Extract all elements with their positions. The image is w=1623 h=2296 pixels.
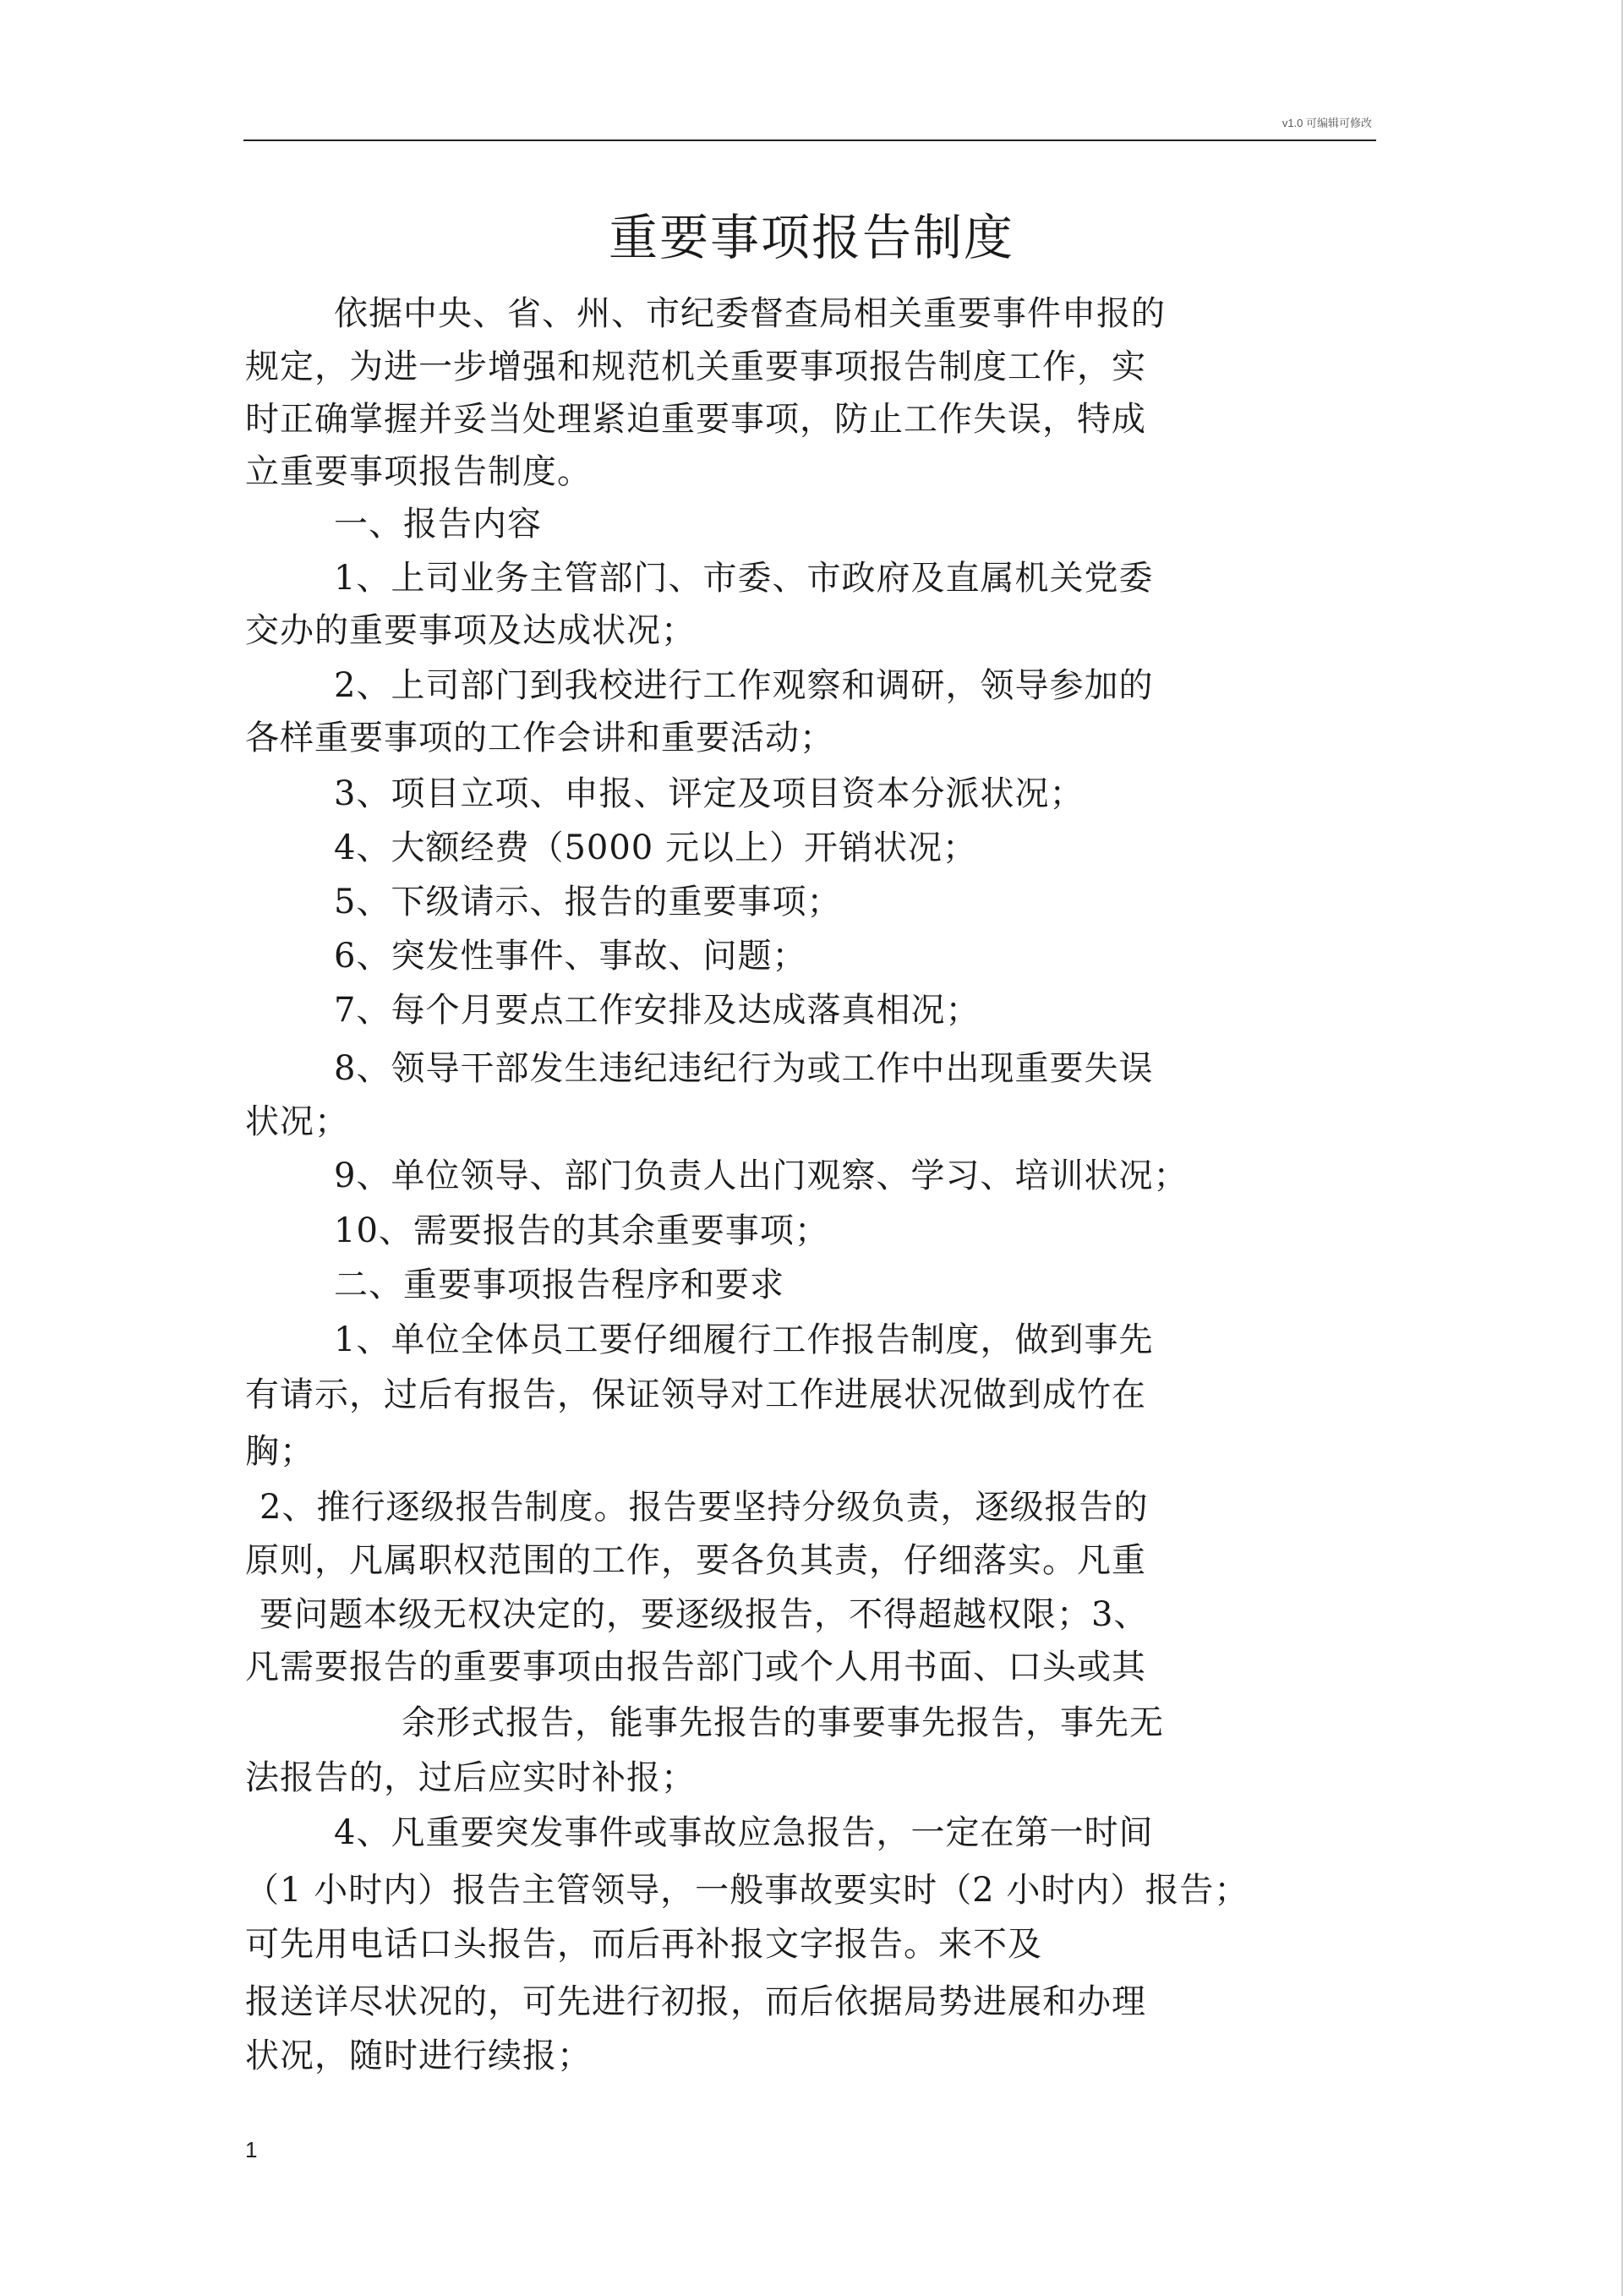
list-item: 4、大额经费（5000 元以上）开销状况； bbox=[334, 828, 977, 867]
list-item-continuation: 报送详尽状况的，可先进行初报，而后依据局势进展和办理 bbox=[245, 1982, 1146, 2021]
list-item: 10、需要报告的其余重要事项； bbox=[334, 1211, 829, 1250]
list-item-continuation: 法报告的，过后应实时补报； bbox=[245, 1758, 696, 1797]
list-item-continuation: 各样重要事项的工作会讲和重要活动； bbox=[245, 719, 834, 757]
list-item: 4、凡重要突发事件或事故应急报告，一定在第一时间 bbox=[334, 1813, 1154, 1852]
list-item: 1、上司业务主管部门、市委、市政府及直属机关党委 bbox=[334, 559, 1154, 598]
list-item-continuation: 余形式报告，能事先报告的事要事先报告，事先无 bbox=[402, 1703, 1164, 1742]
list-item-continuation: （1 小时内）报告主管领导，一般事故要实时（2 小时内）报告； bbox=[245, 1871, 1249, 1910]
section-heading: 一、报告内容 bbox=[334, 505, 542, 544]
list-item-continuation: 状况； bbox=[245, 1102, 349, 1141]
list-item: 2、推行逐级报告制度。报告要坚持分级负责，逐级报告的 bbox=[260, 1488, 1149, 1527]
list-item: 6、突发性事件、事故、问题； bbox=[334, 937, 807, 976]
list-item: 7、每个月要点工作安排及达成落真相况； bbox=[334, 991, 981, 1030]
paragraph-line: 规定，为进一步增强和规范机关重要事项报告制度工作，实 bbox=[245, 347, 1146, 386]
paragraph-line: 时正确掌握并妥当处理紧迫重要事项，防止工作失误，特成 bbox=[245, 400, 1146, 439]
paragraph-line: 依据中央、省、州、市纪委督查局相关重要事件申报的 bbox=[334, 294, 1166, 333]
list-item: 3、项目立项、申报、评定及项目资本分派状况； bbox=[334, 774, 1085, 813]
document-title: 重要事项报告制度 bbox=[608, 209, 1014, 266]
list-item: 2、上司部门到我校进行工作观察和调研，领导参加的 bbox=[334, 666, 1154, 705]
list-item: 5、下级请示、报告的重要事项； bbox=[334, 883, 842, 921]
header-rule bbox=[243, 139, 1376, 141]
page-number: 1 bbox=[245, 2137, 258, 2162]
list-item-continuation: 有请示，过后有报告，保证领导对工作进展状况做到成竹在 bbox=[245, 1375, 1146, 1414]
list-item-continuation: 原则，凡属职权范围的工作，要各负其责，仔细落实。凡重 bbox=[245, 1541, 1146, 1580]
list-item: 1、单位全体员工要仔细履行工作报告制度，做到事先 bbox=[334, 1320, 1154, 1359]
section-heading: 二、重要事项报告程序和要求 bbox=[334, 1266, 784, 1304]
list-item-continuation: 状况，随时进行续报； bbox=[245, 2036, 592, 2075]
version-label: v1.0 可编辑可修改 bbox=[1281, 117, 1372, 129]
list-item-continuation: 交办的重要事项及达成状况； bbox=[245, 611, 696, 650]
list-item: 8、领导干部发生违纪违纪行为或工作中出现重要失误 bbox=[334, 1049, 1154, 1088]
list-item-continuation: 胸； bbox=[245, 1432, 314, 1471]
list-item-continuation: 要问题本级无权决定的，要逐级报告，不得超越权限；3、 bbox=[260, 1595, 1149, 1634]
paragraph-line: 立重要事项报告制度。 bbox=[245, 452, 592, 491]
list-item-continuation: 可先用电话口头报告，而后再补报文字报告。来不及 bbox=[245, 1925, 1042, 1964]
list-item: 9、单位领导、部门负责人出门观察、学习、培训状况； bbox=[334, 1156, 1189, 1195]
list-item-continuation: 凡需要报告的重要事项由报告部门或个人用书面、口头或其 bbox=[245, 1648, 1146, 1686]
